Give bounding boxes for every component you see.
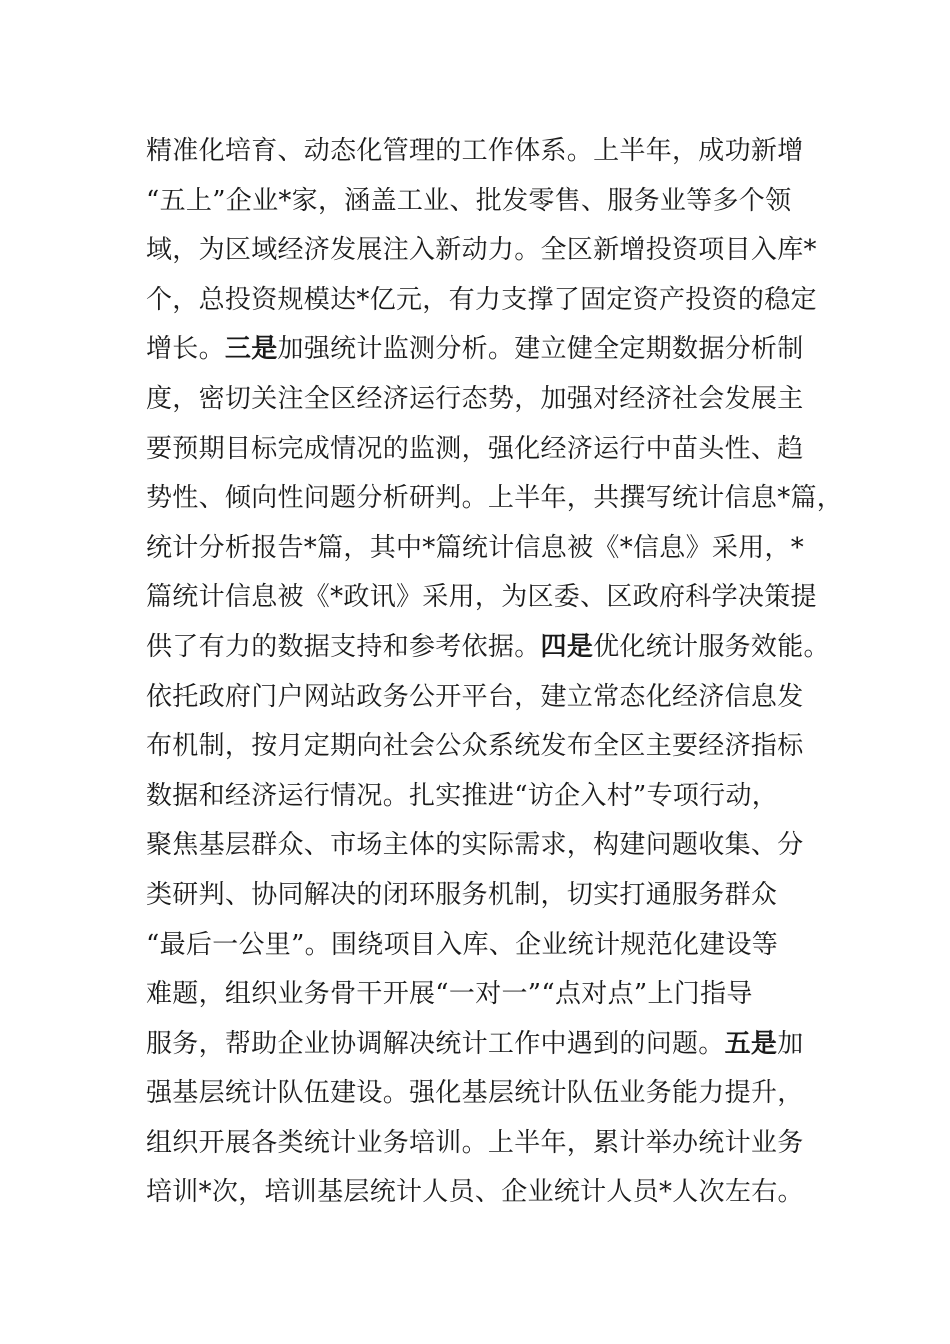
text-segment: 要预期目标完成情况的监测，强化经济运行中苗头性、趋 [146, 433, 804, 464]
text-line [146, 276, 826, 326]
text-line [146, 1168, 826, 1218]
text-segment: 篇统计信息被《*政讯》采用，为区委、区政府科学决策提 [146, 582, 817, 613]
text-line [146, 1119, 826, 1169]
text-segment: 统计分析报告*篇，其中*篇统计信息被《*信息》采用，* [146, 532, 805, 563]
text-segment: 加 [777, 1028, 804, 1059]
text-segment: 个，总投资规模达*亿元，有力支撑了固定资产投资的稳定 [146, 284, 817, 315]
text-segment: 类研判、协同解决的闭环服务机制，切实打通服务群众 [146, 879, 778, 910]
text-line [146, 821, 826, 871]
text-line [146, 573, 826, 623]
text-line [146, 177, 826, 227]
text-segment: 势性、倾向性问题分析研判。上半年，共撰写统计信息*篇， [146, 483, 844, 514]
text-segment: 聚焦基层群众、市场主体的实际需求，构建问题收集、分 [146, 830, 804, 861]
text-segment: 加强统计监测分析。建立健全定期数据分析制 [277, 334, 804, 365]
text-line [146, 226, 826, 276]
text-line [146, 524, 826, 574]
text-segment: 度，密切关注全区经济运行态势，加强对经济社会发展主 [146, 383, 804, 414]
text-segment: 培训*次，培训基层统计人员、企业统计人员*人次左右。 [146, 1177, 804, 1208]
text-segment: 优化统计服务效能。 [593, 631, 830, 662]
text-segment: “五上”企业*家，涵盖工业、批发零售、服务业等多个领 [146, 185, 792, 216]
text-line [146, 871, 826, 921]
text-line [146, 1069, 826, 1119]
text-line [146, 474, 844, 524]
emphasis-text: 五是 [724, 1028, 778, 1059]
text-segment: “最后一公里”。围绕项目入库、企业统计规范化建设等 [146, 929, 779, 960]
text-segment: 精准化培育、动态化管理的工作体系。上半年，成功新增 [146, 136, 804, 166]
text-segment: 组织开展各类统计业务培训。上半年，累计举办统计业务 [146, 1127, 804, 1158]
text-line [146, 970, 826, 1020]
text-segment: 数据和经济运行情况。扎实推进“访企入村”专项行动， [146, 780, 779, 811]
text-segment: 强基层统计队伍建设。强化基层统计队伍业务能力提升， [146, 1078, 804, 1109]
text-line [146, 375, 826, 425]
text-line [146, 772, 826, 822]
emphasis-text: 四是 [540, 631, 594, 662]
text-line [146, 127, 826, 177]
text-line [146, 921, 826, 971]
text-segment: 供了有力的数据支持和参考依据。 [146, 631, 541, 662]
text-segment: 域，为区域经济发展注入新动力。全区新增投资项目入库* [146, 235, 817, 266]
text-segment: 增长。 [146, 334, 225, 365]
text-line [146, 1020, 826, 1070]
text-line [146, 673, 826, 723]
body-paragraph [146, 127, 844, 1218]
text-line [146, 425, 826, 475]
text-segment: 难题，组织业务骨干开展“一对一”“点对点”上门指导 [146, 979, 753, 1010]
text-line [146, 722, 826, 772]
text-segment: 服务，帮助企业协调解决统计工作中遇到的问题。 [146, 1028, 725, 1059]
text-line [146, 325, 826, 375]
text-segment: 布机制，按月定期向社会公众系统发布全区主要经济指标 [146, 731, 804, 762]
text-line [146, 623, 830, 673]
text-segment: 依托政府门户网站政务公开平台，建立常态化经济信息发 [146, 681, 804, 712]
emphasis-text: 三是 [224, 334, 278, 365]
